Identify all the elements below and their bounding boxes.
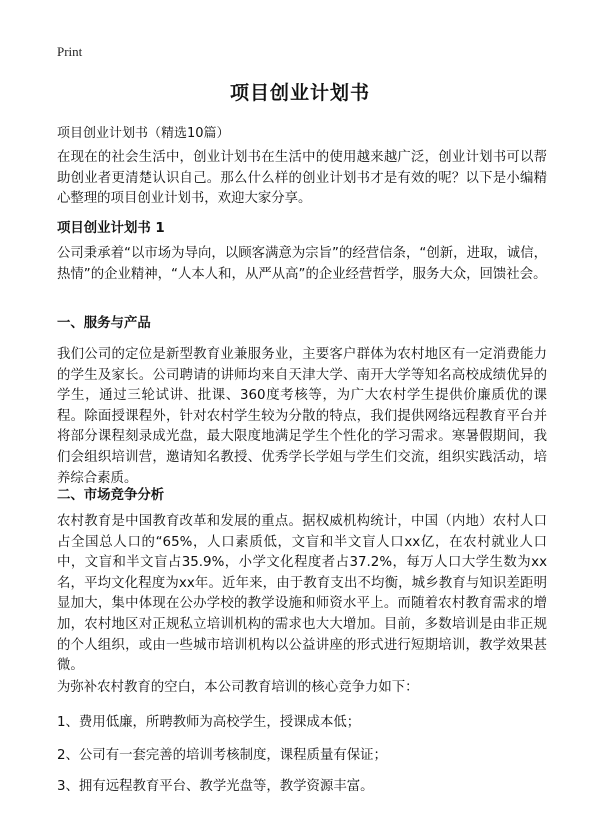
list-item: 2、公司有一套完善的培训考核制度，课程质量有保证；: [57, 748, 387, 763]
list-item: 1、费用低廉，所聘教师为高校学生，授课成本低；: [57, 715, 361, 730]
heading-services-products: 一、服务与产品: [57, 316, 151, 331]
market-paragraph: 农村教育是中国教育改革和发展的重点。据权威机构统计，中国（内地）农村人口占全国总人口的“65%，人口素质低，文盲和半文盲人口xx亿，在农村就业人口中，文盲和半文盲占35.9%，小学文化程度者占37.2%，每万人口大学生数为xx名，平均文化程度为xx年。近年来，由于教育支出不均衡，城乡教育与知识差距明显加大，集中体现在公办学校的教学设施和师资水平上。而随着农村教育需求的增加，农村地区对正规私立培训机构的需求也大大增加。目前，多数培训是由非正规的个人组织，或由一些城市培训机构以公益讲座的形式进行短期培训，教学效果甚微。: [57, 514, 547, 674]
list-item: 3、拥有远程教育平台、教学光盘等，教学资源丰富。: [57, 779, 374, 794]
page-title: 项目创业计划书: [229, 82, 370, 104]
core-competence-intro: 为弥补农村教育的空白，本公司教育培训的核心竞争力如下：: [57, 680, 419, 695]
print-label[interactable]: Print: [57, 44, 83, 59]
services-paragraph: 我们公司的定位是新型教育业兼服务业，主要客户群体为农村地区有一定消费能力的学生及家长。公司聘请的讲师均来自天津大学、南开大学等知名高校成绩优异的学生，通过三轮试讲、批课、360度考核等，为广大农村学生提供价廉质优的课程。除面授课程外，针对农村学生较为分散的特点，我们提供网络远程教育平台并将部分课程刻录成光盘，最大限度地满足学生个性化的学习需求。寒暑假期间，我们会组织培训营，邀请知名教授、优秀学长学姐与学生们交流，组织实践活动，培养综合素质。: [57, 347, 547, 486]
section-title: 项目创业计划书 1: [57, 221, 165, 236]
document-subtitle: 项目创业计划书（精选10篇）: [57, 126, 230, 141]
intro-paragraph: 在现在的社会生活中，创业计划书在生活中的使用越来越广泛，创业计划书可以帮助创业者更清楚认识自己。那么什么样的创业计划书才是有效的呢？以下是小编精心整理的项目创业计划书，欢迎大家分享。: [57, 150, 547, 207]
section-intro-paragraph: 公司秉承着“以市场为导向，以顾客满意为宗旨”的经营信条，“创新，进取，诚信，热情”的企业精神，“人本人和，从严从高”的企业经营哲学，服务大众，回馈社会。: [57, 246, 547, 282]
heading-market-analysis: 二、市场竞争分析: [57, 488, 165, 503]
